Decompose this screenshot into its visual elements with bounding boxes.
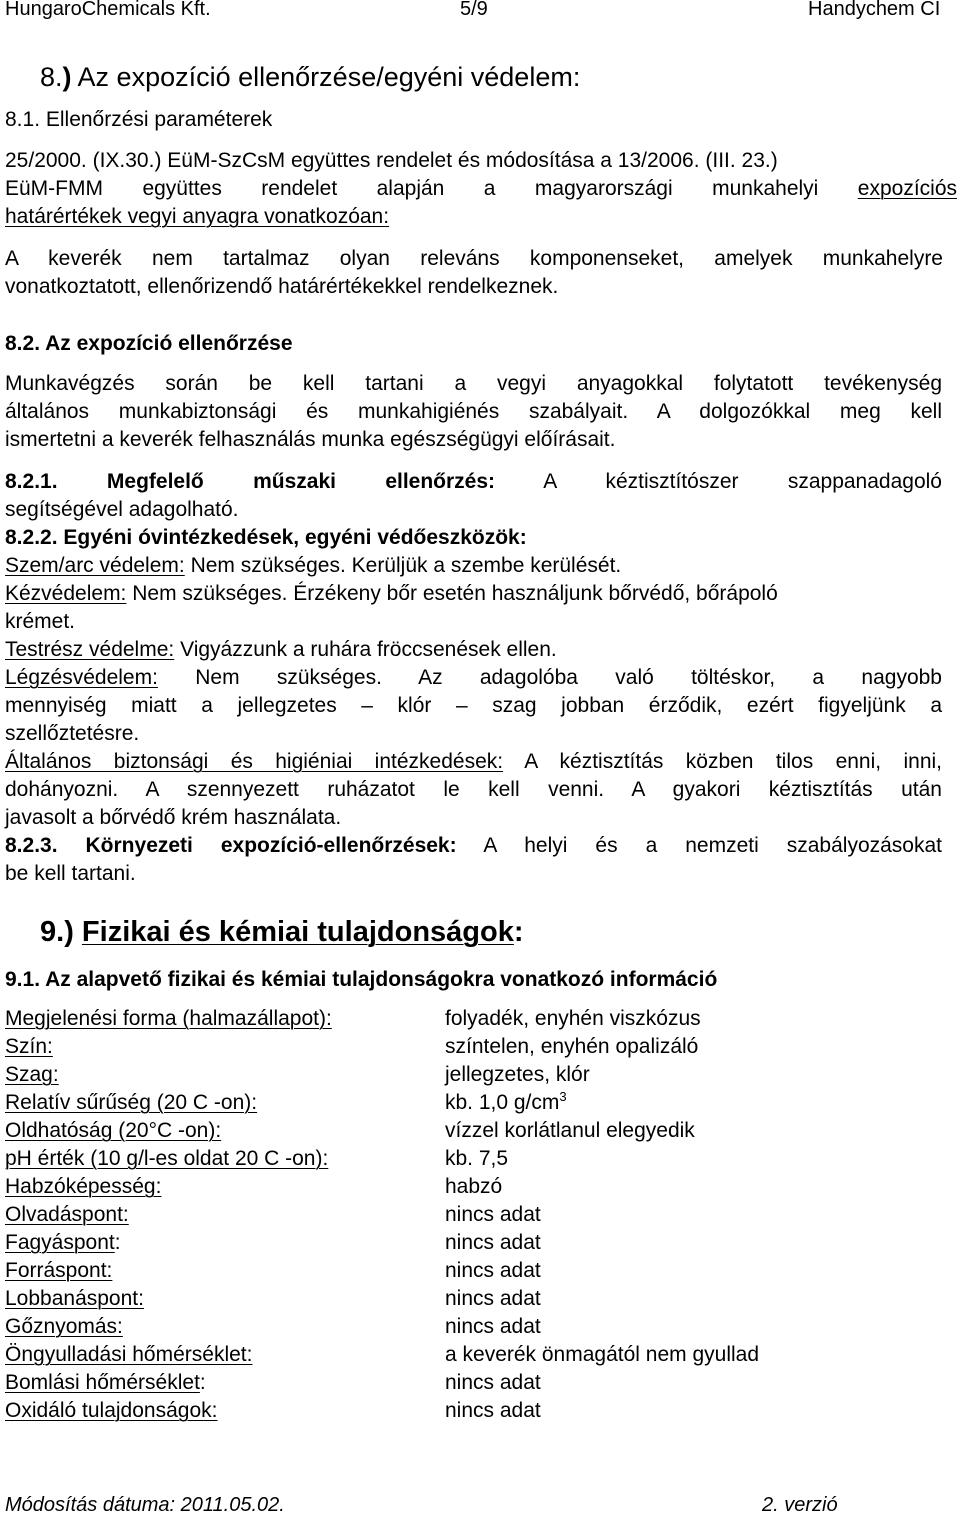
section-9-1-title: 9.1. Az alapvető fizikai és kémiai tulajdonságokra vonatkozó információ <box>5 968 718 991</box>
property-value: kb. 7,5 <box>445 1147 509 1170</box>
respiratory-protection-line-2: mennyiség miatt a jellegzetes – klór – szag jobban érződik, ezért figyeljünk a <box>5 694 942 717</box>
property-value: nincs adat <box>445 1399 541 1422</box>
property-label: Relatív sűrűség (20 C -on): <box>5 1091 258 1114</box>
property-value: nincs adat <box>445 1231 541 1254</box>
property-label: Gőznyomás: <box>5 1315 123 1338</box>
section-8-2-1-line-1: 8.2.1. Megfelelő műszaki ellenőrzés: A kéztisztítószer szappanadagoló <box>5 470 942 493</box>
eye-protection-line: Szem/arc védelem: Nem szükséges. Kerüljük a szembe kerülését. <box>5 554 622 577</box>
property-value: a keverék önmagától nem gyullad <box>445 1343 760 1366</box>
section-8-2-3-line-2: be kell tartani. <box>5 862 136 885</box>
section-8-1-title: 8.1. Ellenőrzési paraméterek <box>5 108 273 131</box>
respiratory-protection-line-3: szellőztetésre. <box>5 722 140 745</box>
property-label: Megjelenési forma (halmazállapot): <box>5 1007 332 1030</box>
property-label: Oldhatóság (20°C -on): <box>5 1119 222 1142</box>
property-value: jellegzetes, klór <box>445 1063 590 1086</box>
section-9-colon: : <box>513 916 524 948</box>
section-8-2-3-line-1: 8.2.3. Környezeti expozíció-ellenőrzések: A helyi és a nemzeti szabályozásokat <box>5 834 942 857</box>
regulation-underlined-text: expozíciós <box>857 177 957 200</box>
property-label: Szag: <box>5 1063 59 1086</box>
respiratory-protection-label: Légzésvédelem: <box>5 666 158 689</box>
regulation-line-2: EüM-FMM együttes rendelet alapján a magyarországi munkahelyi expozíciós <box>5 177 957 200</box>
property-label: Forráspont: <box>5 1259 113 1282</box>
section-8-2-title: 8.2. Az expozíció ellenőrzése <box>5 332 293 355</box>
header-product-name: Handychem CI <box>808 0 941 20</box>
property-value: nincs adat <box>445 1287 541 1310</box>
exposure-control-line-2: általános munkabiztonsági és munkahigiénés szabályait. A dolgozókkal meg kell <box>5 400 942 423</box>
respiratory-protection-line: Légzésvédelem: Nem szükséges. Az adagolóba való töltéskor, a nagyobb <box>5 666 942 689</box>
header-company: HungaroChemicals Kft. <box>5 0 211 20</box>
section-8-2-1-line-2: segítségével adagolható. <box>5 498 239 521</box>
section-8-colon: : <box>572 62 581 92</box>
mixture-statement-line-1: A keverék nem tartalmaz olyan releváns komponenseket, amelyek munkahelyre <box>5 247 943 270</box>
section-9-heading <box>40 916 524 949</box>
regulation-line-1: 25/2000. (IX.30.) EüM-SzCsM együttes rendelet és módosítása a 13/2006. (III. 23.) <box>5 149 778 172</box>
exposure-control-line-1: Munkavégzés során be kell tartani a vegyi anyagokkal folytatott tevékenység <box>5 372 942 395</box>
hygiene-measures-line-2: dohányozni. A szennyezett ruházatot le kell venni. A gyakori kéztisztítás után <box>5 778 942 801</box>
section-9-number: 9. <box>40 916 65 948</box>
footer-modification-date: Módosítás dátuma: 2011.05.02. <box>5 1494 285 1516</box>
property-value-superscript: 3 <box>559 1089 567 1104</box>
property-label: Bomlási hőmérséklet: <box>5 1371 206 1394</box>
property-value: színtelen, enyhén opalizáló <box>445 1035 699 1058</box>
hygiene-measures-line-3: javasolt a bőrvédő krém használata. <box>5 806 342 829</box>
property-label: pH érték (10 g/l-es oldat 20 C -on): <box>5 1147 329 1170</box>
body-protection-line: Testrész védelme: Vigyázzunk a ruhára fröccsenések ellen. <box>5 638 557 661</box>
section-8-2-3-label: 8.2.3. Környezeti expozíció-ellenőrzések: <box>5 834 457 857</box>
property-value: habzó <box>445 1175 503 1198</box>
property-value: kb. 1,0 $g/cm^3$ <box>445 1089 567 1114</box>
regulation-line-3: határértékek vegyi anyagra vonatkozóan: <box>5 205 390 228</box>
hygiene-measures-line: Általános biztonsági és higiéniai intézkedések: A kéztisztítás közben tilos enni, inni, <box>5 750 942 773</box>
hand-protection-line: Kézvédelem: Nem szükséges. Érzékeny bőr esetén használjunk bőrvédő, bőrápoló <box>5 582 778 605</box>
hand-protection-label: Kézvédelem: <box>5 582 127 605</box>
property-value: nincs adat <box>445 1203 541 1226</box>
section-8-2-1-label: 8.2.1. Megfelelő műszaki ellenőrzés: <box>5 470 496 493</box>
property-label: Öngyulladási hőmérséklet: <box>5 1343 253 1366</box>
property-label: Olvadáspont: <box>5 1203 129 1226</box>
property-value: nincs adat <box>445 1371 541 1394</box>
header-page-number: 5/9 <box>460 0 488 20</box>
eye-protection-label: Szem/arc védelem: <box>5 554 185 577</box>
section-8-2-2-title: 8.2.2. Egyéni óvintézkedések, egyéni védőeszközök: <box>5 526 527 549</box>
property-value: folyadék, enyhén viszkózus <box>445 1007 701 1030</box>
property-value: vízzel korlátlanul elegyedik <box>445 1119 695 1142</box>
hand-protection-line-2: krémet. <box>5 610 76 633</box>
property-label: Oxidáló tulajdonságok: <box>5 1399 218 1422</box>
body-protection-label: Testrész védelme: <box>5 638 175 661</box>
property-label: Habzóképesség: <box>5 1175 162 1198</box>
section-8-heading <box>40 62 580 93</box>
section-8-number: 8. <box>40 62 63 92</box>
property-label: Fagyáspont: <box>5 1231 121 1254</box>
property-value: nincs adat <box>445 1315 541 1338</box>
section-9-paren: ) <box>64 916 74 948</box>
property-label: Lobbanáspont: <box>5 1287 144 1310</box>
hygiene-measures-label: Általános biztonsági és higiéniai intézkedések: <box>5 750 504 773</box>
section-8-title: Az expozíció ellenőrzése/egyéni védelem <box>71 62 573 92</box>
section-8-paren: ) <box>62 62 72 92</box>
property-label: Szín: <box>5 1035 53 1058</box>
footer-version: 2. verzió <box>762 1494 838 1516</box>
mixture-statement-line-2: vonatkoztatott, ellenőrizendő határértékekkel rendelkeznek. <box>5 275 559 298</box>
exposure-control-line-3: ismertetni a keverék felhasználás munka egészségügyi előírásait. <box>5 428 616 451</box>
section-9-title: Fizikai és kémiai tulajdonságok <box>81 916 514 948</box>
property-value: nincs adat <box>445 1259 541 1282</box>
